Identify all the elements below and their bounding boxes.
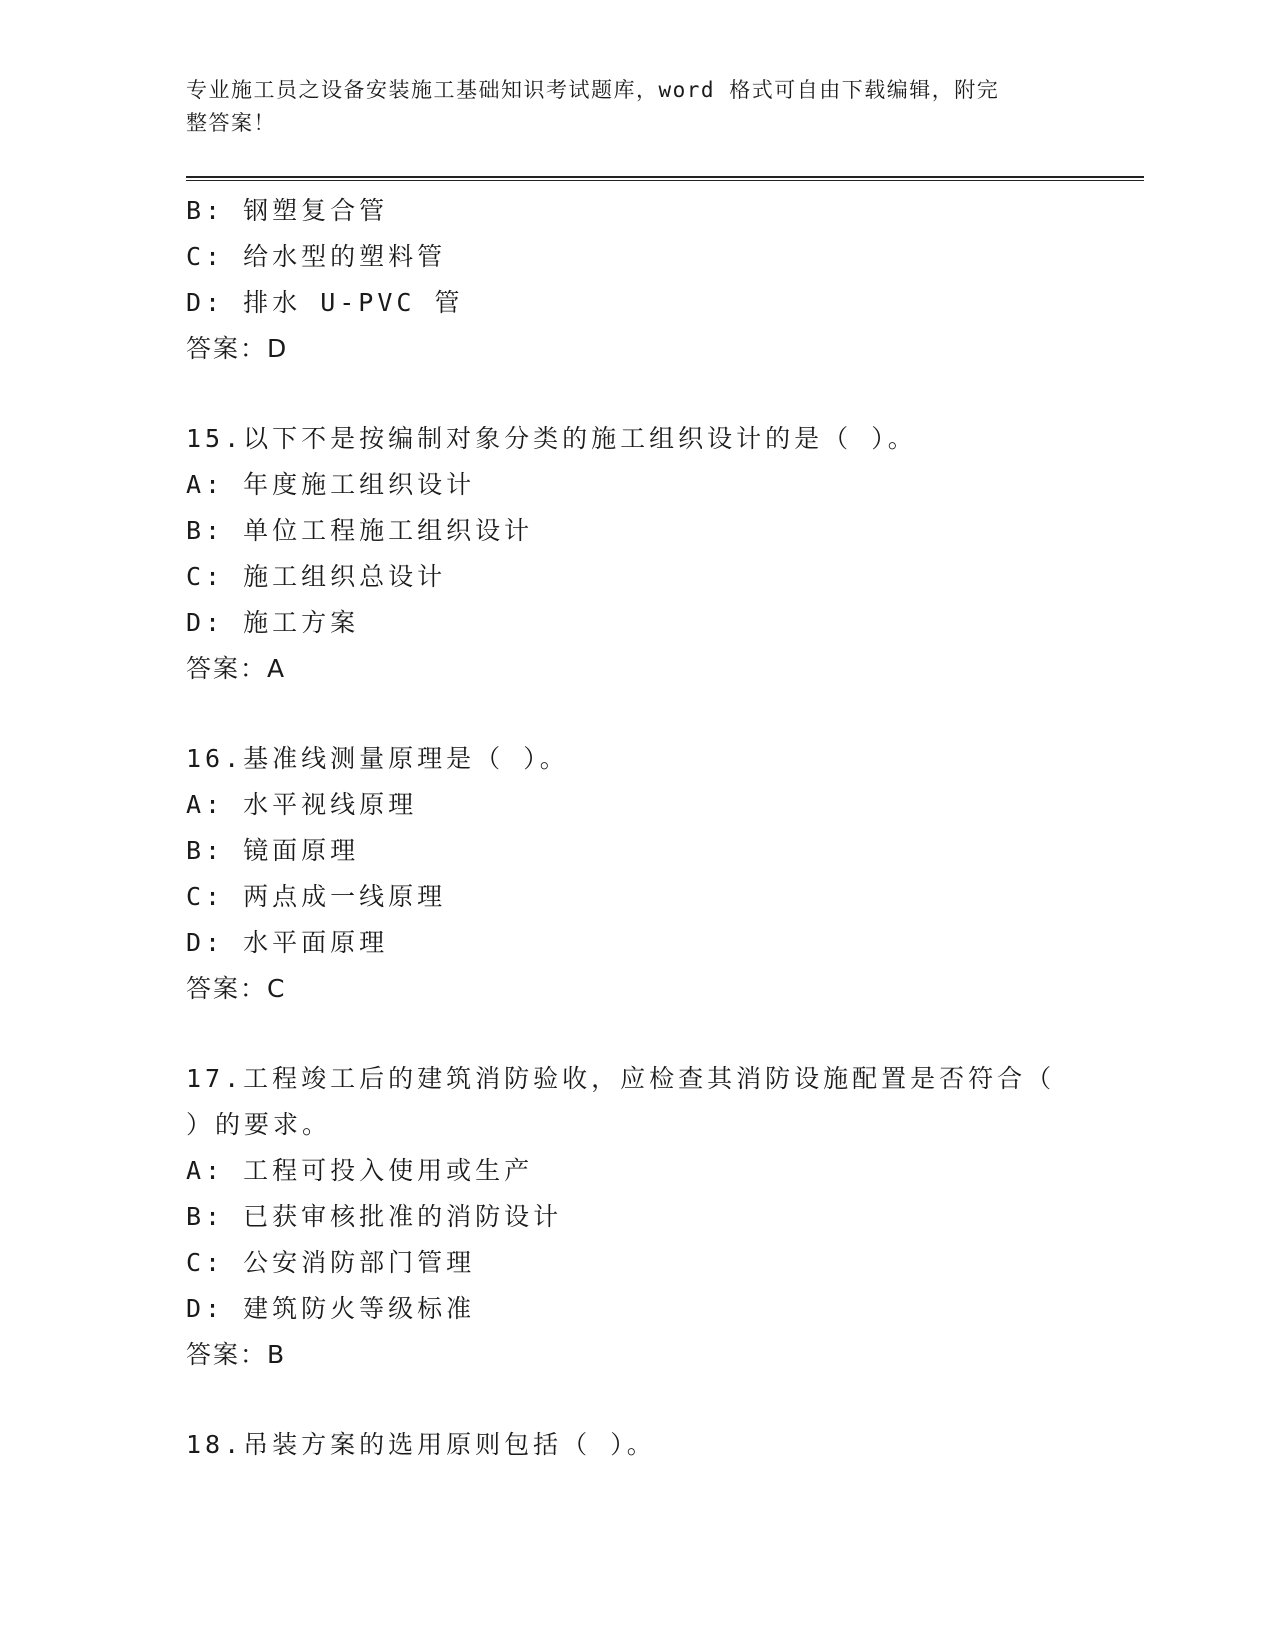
question-15: [186, 416, 1106, 692]
option-b: B: 镜面原理: [186, 836, 360, 865]
option-a: A: 年度施工组织设计: [186, 470, 476, 499]
option-b: B: 已获审核批准的消防设计: [186, 1202, 563, 1231]
option-c: C: 给水型的塑料管: [186, 242, 447, 271]
option-d: D: 施工方案: [186, 608, 360, 637]
option-c: C: 施工组织总设计: [186, 562, 447, 591]
option-c: C: 公安消防部门管理: [186, 1248, 476, 1277]
header-divider: [186, 176, 1144, 181]
question-stem: 16.基准线测量原理是（ ）。: [186, 744, 569, 773]
header-line-2: 整答案！: [186, 111, 276, 135]
option-a: A: 水平视线原理: [186, 790, 418, 819]
answer: 答案：A: [186, 654, 287, 683]
option-d: D: 排水 U-PVC 管: [186, 288, 464, 317]
option-c: C: 两点成一线原理: [186, 882, 447, 911]
question-list: [186, 188, 1106, 1468]
option-d: D: 建筑防火等级标准: [186, 1294, 476, 1323]
option-b: B: 钢塑复合管: [186, 196, 389, 225]
option-b: B: 单位工程施工组织设计: [186, 516, 534, 545]
question-stem: 15.以下不是按编制对象分类的施工组织设计的是（ ）。: [186, 424, 917, 453]
question-stem-line-2: ）的要求。: [186, 1110, 332, 1139]
question-17: [186, 1056, 1106, 1378]
answer: 答案：D: [186, 334, 289, 363]
question-14-partial: [186, 188, 1106, 372]
question-18: [186, 1422, 1106, 1468]
question-stem-line-1: 17.工程竣工后的建筑消防验收，应检查其消防设施配置是否符合（: [186, 1064, 1056, 1093]
question-stem: 18.吊装方案的选用原则包括（ ）。: [186, 1430, 656, 1459]
document-header: [186, 74, 1086, 140]
option-a: A: 工程可投入使用或生产: [186, 1156, 534, 1185]
answer: 答案：C: [186, 974, 287, 1003]
option-d: D: 水平面原理: [186, 928, 389, 957]
answer: 答案：B: [186, 1340, 287, 1369]
question-16: [186, 736, 1106, 1012]
header-line-1: 专业施工员之设备安装施工基础知识考试题库，word 格式可自由下载编辑，附完: [186, 78, 1000, 102]
